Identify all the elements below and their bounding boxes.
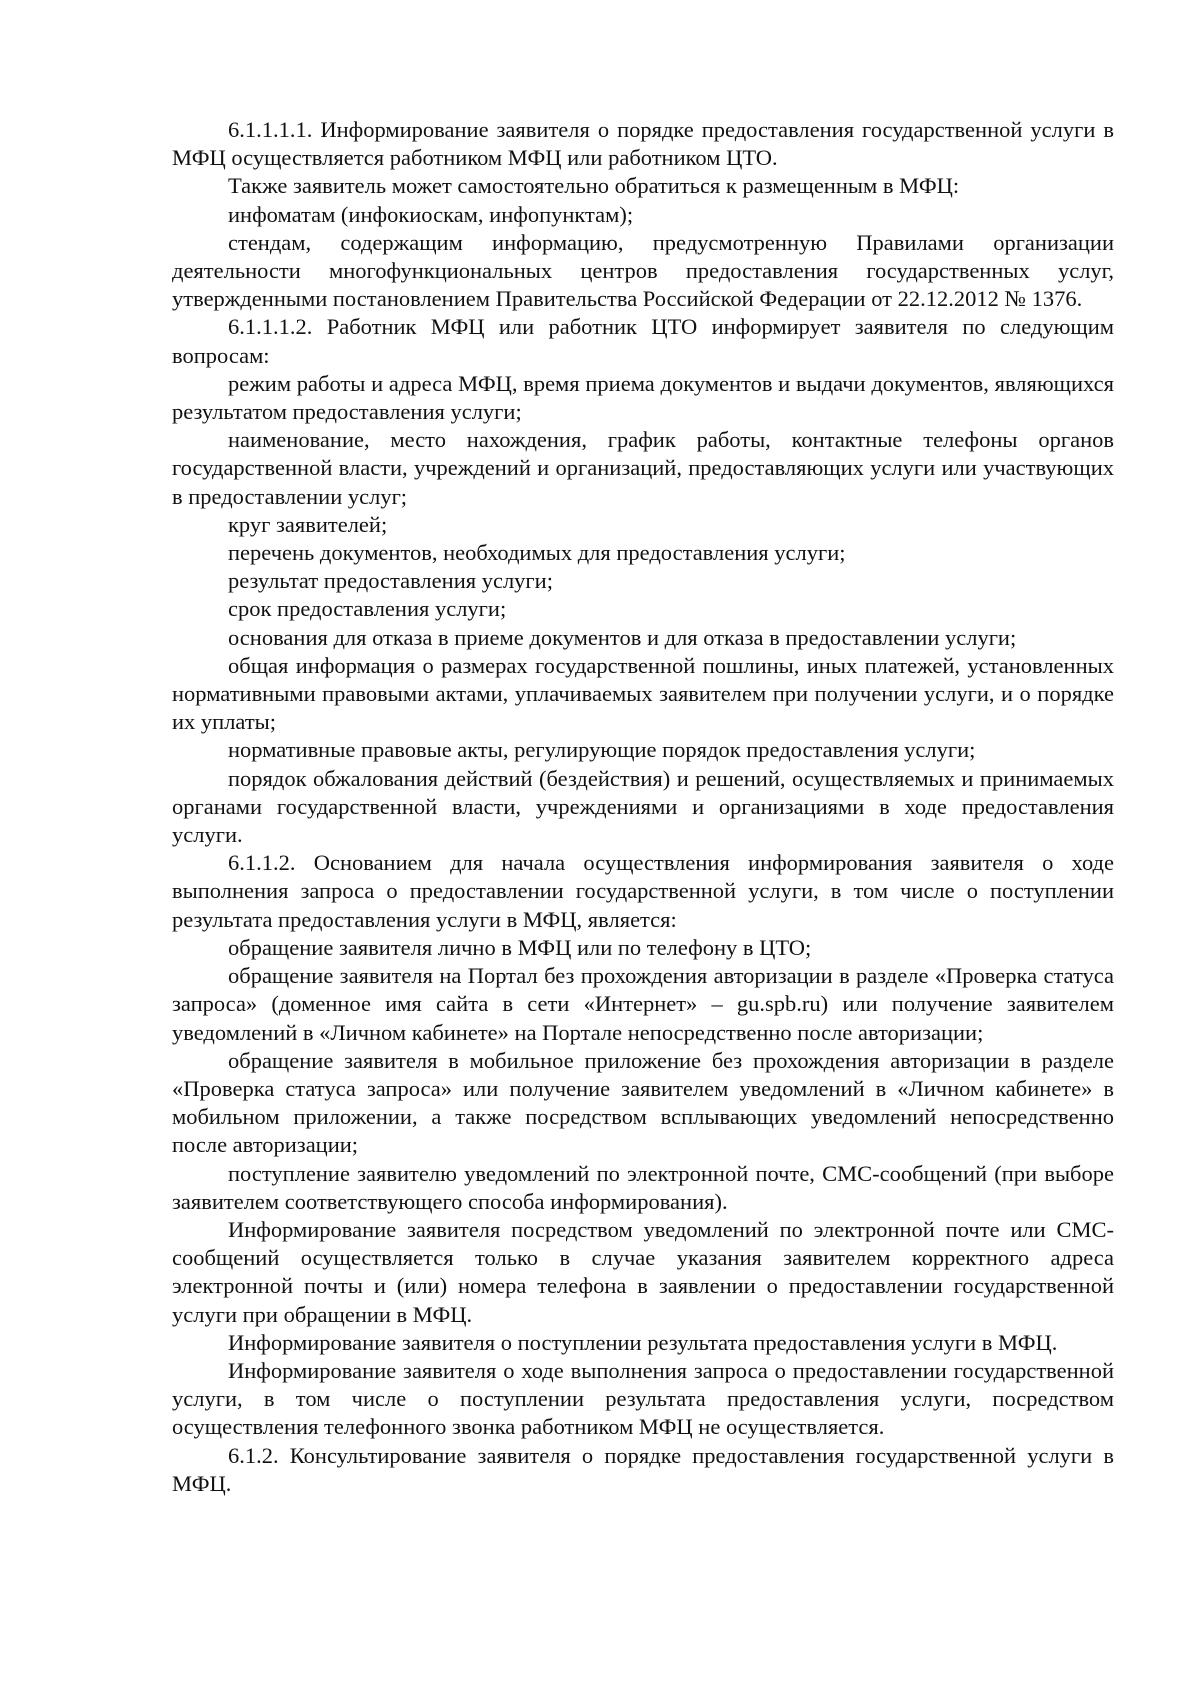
paragraph: Информирование заявителя о поступлении результата предоставления услуги в МФЦ. [228,1329,1058,1355]
paragraph: наименование, место нахождения, график работы, контактные телефоны органов государственной власти, учреждений и организаций, предоставляющих услуги или участвующих в предоставлении услуг; [172,427,1114,509]
paragraph: обращение заявителя на Портал без прохождения авторизации в разделе «Проверка статуса запроса» (доменное имя сайта в сети «Интернет» – gu.spb.ru) или получение заявителем уведомлений в «Личном кабинете» на Портале непосредственно после авторизации; [172,963,1114,1045]
paragraph: режим работы и адреса МФЦ, время приема документов и выдачи документов, являющихся результатом предоставления услуги; [172,370,1114,425]
paragraph: поступление заявителю уведомлений по электронной почте, СМС-сообщений (при выборе заявителем соответствующего способа информирования). [172,1160,1114,1214]
paragraph: общая информация о размерах государственной пошлины, иных платежей, установленных нормативными правовыми актами, уплачиваемых заявителем при получении услуги, и о порядке их уплаты; [172,652,1114,735]
paragraph: Информирование заявителя посредством уведомлений по электронной почте или СМС-сообщений осуществляется только в случае указания заявителем корректного адреса электронной почты и (или) номера телефона в заявлении о предоставлении государственной услуги при обращении в МФЦ. [172,1216,1114,1327]
paragraph: перечень документов, необходимых для предоставления услуги; [228,540,846,566]
paragraph: Также заявитель может самостоятельно обратиться к размещенным в МФЦ: [228,173,960,199]
paragraph: 6.1.2. Консультирование заявителя о порядке предоставления государственной услуги в МФЦ. [172,1442,1114,1496]
paragraph: обращение заявителя в мобильное приложение без прохождения авторизации в разделе «Проверка статуса запроса» или получение заявителем уведомлений в «Личном кабинете» в мобильном приложении, а также посредством всплывающих уведомлений непосредственно после авторизации; [172,1047,1114,1158]
paragraph: 6.1.1.1.2. Работник МФЦ или работник ЦТО информирует заявителя по следующим вопросам: [172,314,1114,368]
paragraph: Информирование заявителя о ходе выполнения запроса о предоставлении государственной услуги, в том числе о поступлении результата предоставления услуги, посредством осуществления телефонного звонка работником МФЦ не осуществляется. [172,1357,1114,1440]
paragraph: обращение заявителя лично в МФЦ или по телефону в ЦТО; [228,934,812,960]
document-page [172,116,1114,1498]
paragraph: основания для отказа в приеме документов и для отказа в предоставлении услуги; [228,624,1017,650]
paragraph: нормативные правовые акты, регулирующие порядок предоставления услуги; [228,737,976,763]
paragraph: инфоматам (инфокиоскам, инфопунктам); [228,201,634,227]
paragraph: результат предоставления услуги; [228,568,553,594]
paragraph: 6.1.1.2. Основанием для начала осуществления информирования заявителя о ходе выполнения запроса о предоставлении государственной услуги, в том числе о поступлении результата предоставления услуги в МФЦ, является: [172,850,1114,932]
paragraph: срок предоставления услуги; [228,596,507,622]
paragraph: стендам, содержащим информацию, предусмотренную Правилами организации деятельности многофункциональных центров предоставления государственных услуг, утвержденными постановлением Правительства Российской Федерации от 22.12.2012 № 1376. [172,229,1114,312]
paragraph: порядок обжалования действий (бездействия) и решений, осуществляемых и принимаемых органами государственной власти, учреждениями и организациями в ходе предоставления услуги. [172,765,1114,848]
paragraph: круг заявителей; [228,511,388,537]
paragraph: 6.1.1.1.1. Информирование заявителя о порядке предоставления государственной услуги в МФЦ осуществляется работником МФЦ или работником ЦТО. [172,117,1114,171]
